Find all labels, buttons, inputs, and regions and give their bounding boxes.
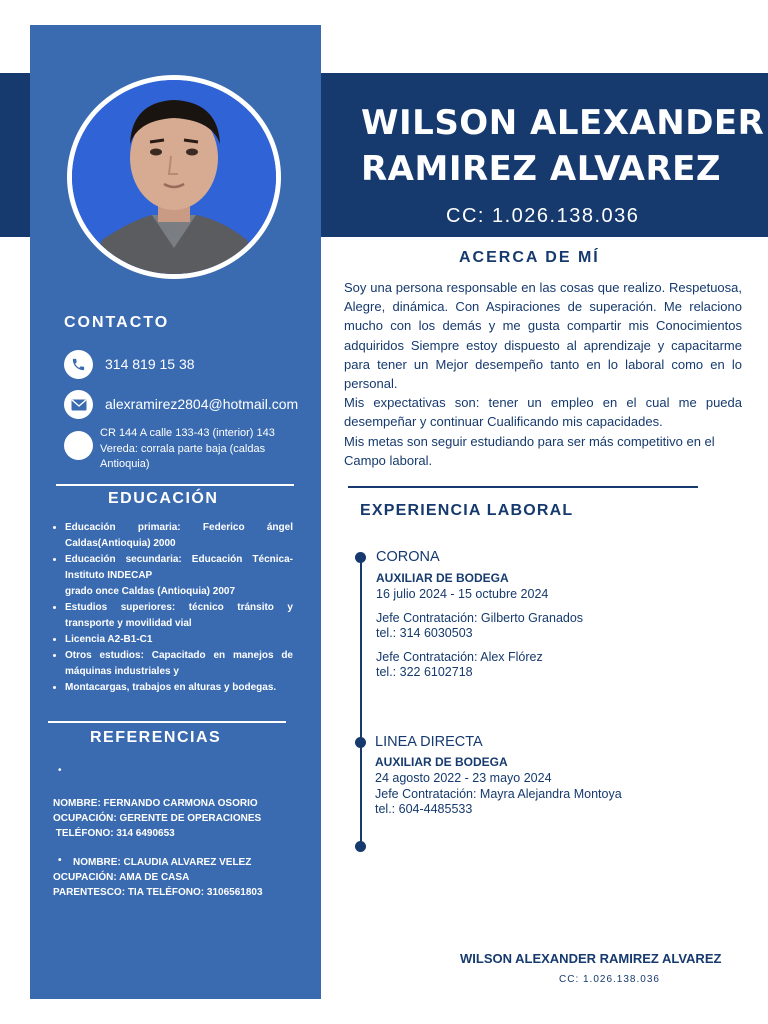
education-item: • Estudios superiores: técnico tránsito y transporte y movilidad vial — [65, 600, 293, 632]
email-icon — [64, 390, 93, 419]
reference-1: NOMBRE: FERNANDO CARMONA OSORIO OCUPACIÓN: GERENTE DE OPERACIONES TELÉFONO: 314 6490653 — [53, 798, 262, 839]
job-role: AUXILIAR DE BODEGA — [376, 571, 509, 585]
education-list — [52, 520, 293, 696]
job-company: CORONA — [376, 549, 440, 565]
job-company: LINEA DIRECTA — [375, 734, 483, 750]
timeline-dot — [355, 552, 366, 563]
about-title: ACERCA DE MÍ — [459, 249, 600, 266]
contact-email-row[interactable] — [64, 390, 298, 419]
job-dates: 16 julio 2024 - 15 octubre 2024 — [376, 587, 549, 601]
job-entry — [376, 549, 583, 681]
contact-address-row — [64, 426, 300, 473]
job-phone: tel.: 322 6102718 — [376, 665, 473, 679]
education-title: EDUCACIÓN — [108, 490, 219, 507]
job-contact: Jefe Contratación: Alex Flórez — [376, 649, 543, 664]
location-icon — [64, 431, 93, 460]
email-address: alexramirez2804@hotmail.com — [105, 396, 299, 412]
education-item: • Educación secundaria: Educación Técnica- Instituto INDECAP grado once Caldas (Antioquia) 2007 — [65, 552, 293, 600]
profile-photo — [67, 75, 281, 279]
name-line-2: RAMIREZ ALVAREZ — [361, 149, 722, 189]
job-phone: tel.: 314 6030503 — [376, 626, 473, 640]
about-paragraph: Mis expectativas son: tener un empleo en el cual me pueda desempeñar y continuar Cualificando mis capacidades. — [344, 395, 742, 430]
footer-name: WILSON ALEXANDER RAMIREZ ALVAREZ — [460, 951, 722, 966]
references-title: REFERENCIAS — [90, 729, 222, 746]
job-entry — [375, 734, 622, 818]
education-item: • Licencia A2-B1-C1 — [65, 632, 293, 648]
full-name — [361, 100, 765, 192]
job-contact: Jefe Contratación: Gilberto Granados — [376, 610, 584, 625]
about-paragraph: Soy una persona responsable en las cosas que realizo. Respetuosa, Alegre, dinámica. Con Aspiraciones de superación. Me relaciono mucho con los demás y me gusta compartir mis Conocimientos adquiridos Siempre estoy dispuesto al aprendizaje y capacitarme para tener un Mejor desempeño tanto en lo laboral como en lo personal. — [344, 280, 742, 392]
divider-contact — [56, 484, 294, 486]
phone-number: 314 819 15 38 — [105, 356, 195, 372]
profile-photo-image — [72, 80, 276, 274]
job-dates: 24 agosto 2022 - 23 mayo 2024 — [375, 771, 552, 785]
address: CR 144 A calle 133-43 (interior) 143 Vereda: corrala parte baja (caldas Antioquia) — [100, 427, 275, 470]
about-paragraph: Mis metas son seguir estudiando para ser más competitivo en el Campo laboral. — [344, 433, 715, 468]
about-text — [344, 278, 742, 470]
timeline-line — [360, 557, 362, 847]
bullet: • — [58, 855, 62, 866]
timeline-dot — [355, 841, 366, 852]
bullet: • — [58, 765, 62, 776]
education-item: • Otros estudios: Capacitado en manejos de máquinas industriales y — [65, 648, 293, 680]
phone-icon — [64, 350, 93, 379]
name-line-1: WILSON ALEXANDER — [361, 103, 765, 143]
divider-education — [48, 721, 286, 723]
education-item: • Educación primaria: Federico ángel Caldas(Antioquia) 2000 — [65, 520, 293, 552]
divider-about — [348, 486, 698, 488]
education-item: • Montacargas, trabajos en alturas y bodegas. — [65, 680, 293, 696]
experience-title: EXPERIENCIA LABORAL — [360, 502, 574, 519]
footer-id: CC: 1.026.138.036 — [559, 974, 660, 985]
reference-2-details: OCUPACIÓN: AMA DE CASA PARENTESCO: TIA TELÉFONO: 3106561803 — [53, 872, 263, 898]
contact-phone-row[interactable] — [64, 350, 195, 379]
job-role: AUXILIAR DE BODEGA — [375, 755, 508, 769]
timeline-dot — [355, 737, 366, 748]
reference-2-name: NOMBRE: CLAUDIA ALVAREZ VELEZ — [73, 857, 252, 868]
job-phone: tel.: 604-4485533 — [375, 802, 473, 816]
id-number: CC: 1.026.138.036 — [446, 205, 640, 227]
job-contact: Jefe Contratación: Mayra Alejandra Montoya — [375, 786, 622, 801]
contact-title: CONTACTO — [64, 314, 170, 331]
